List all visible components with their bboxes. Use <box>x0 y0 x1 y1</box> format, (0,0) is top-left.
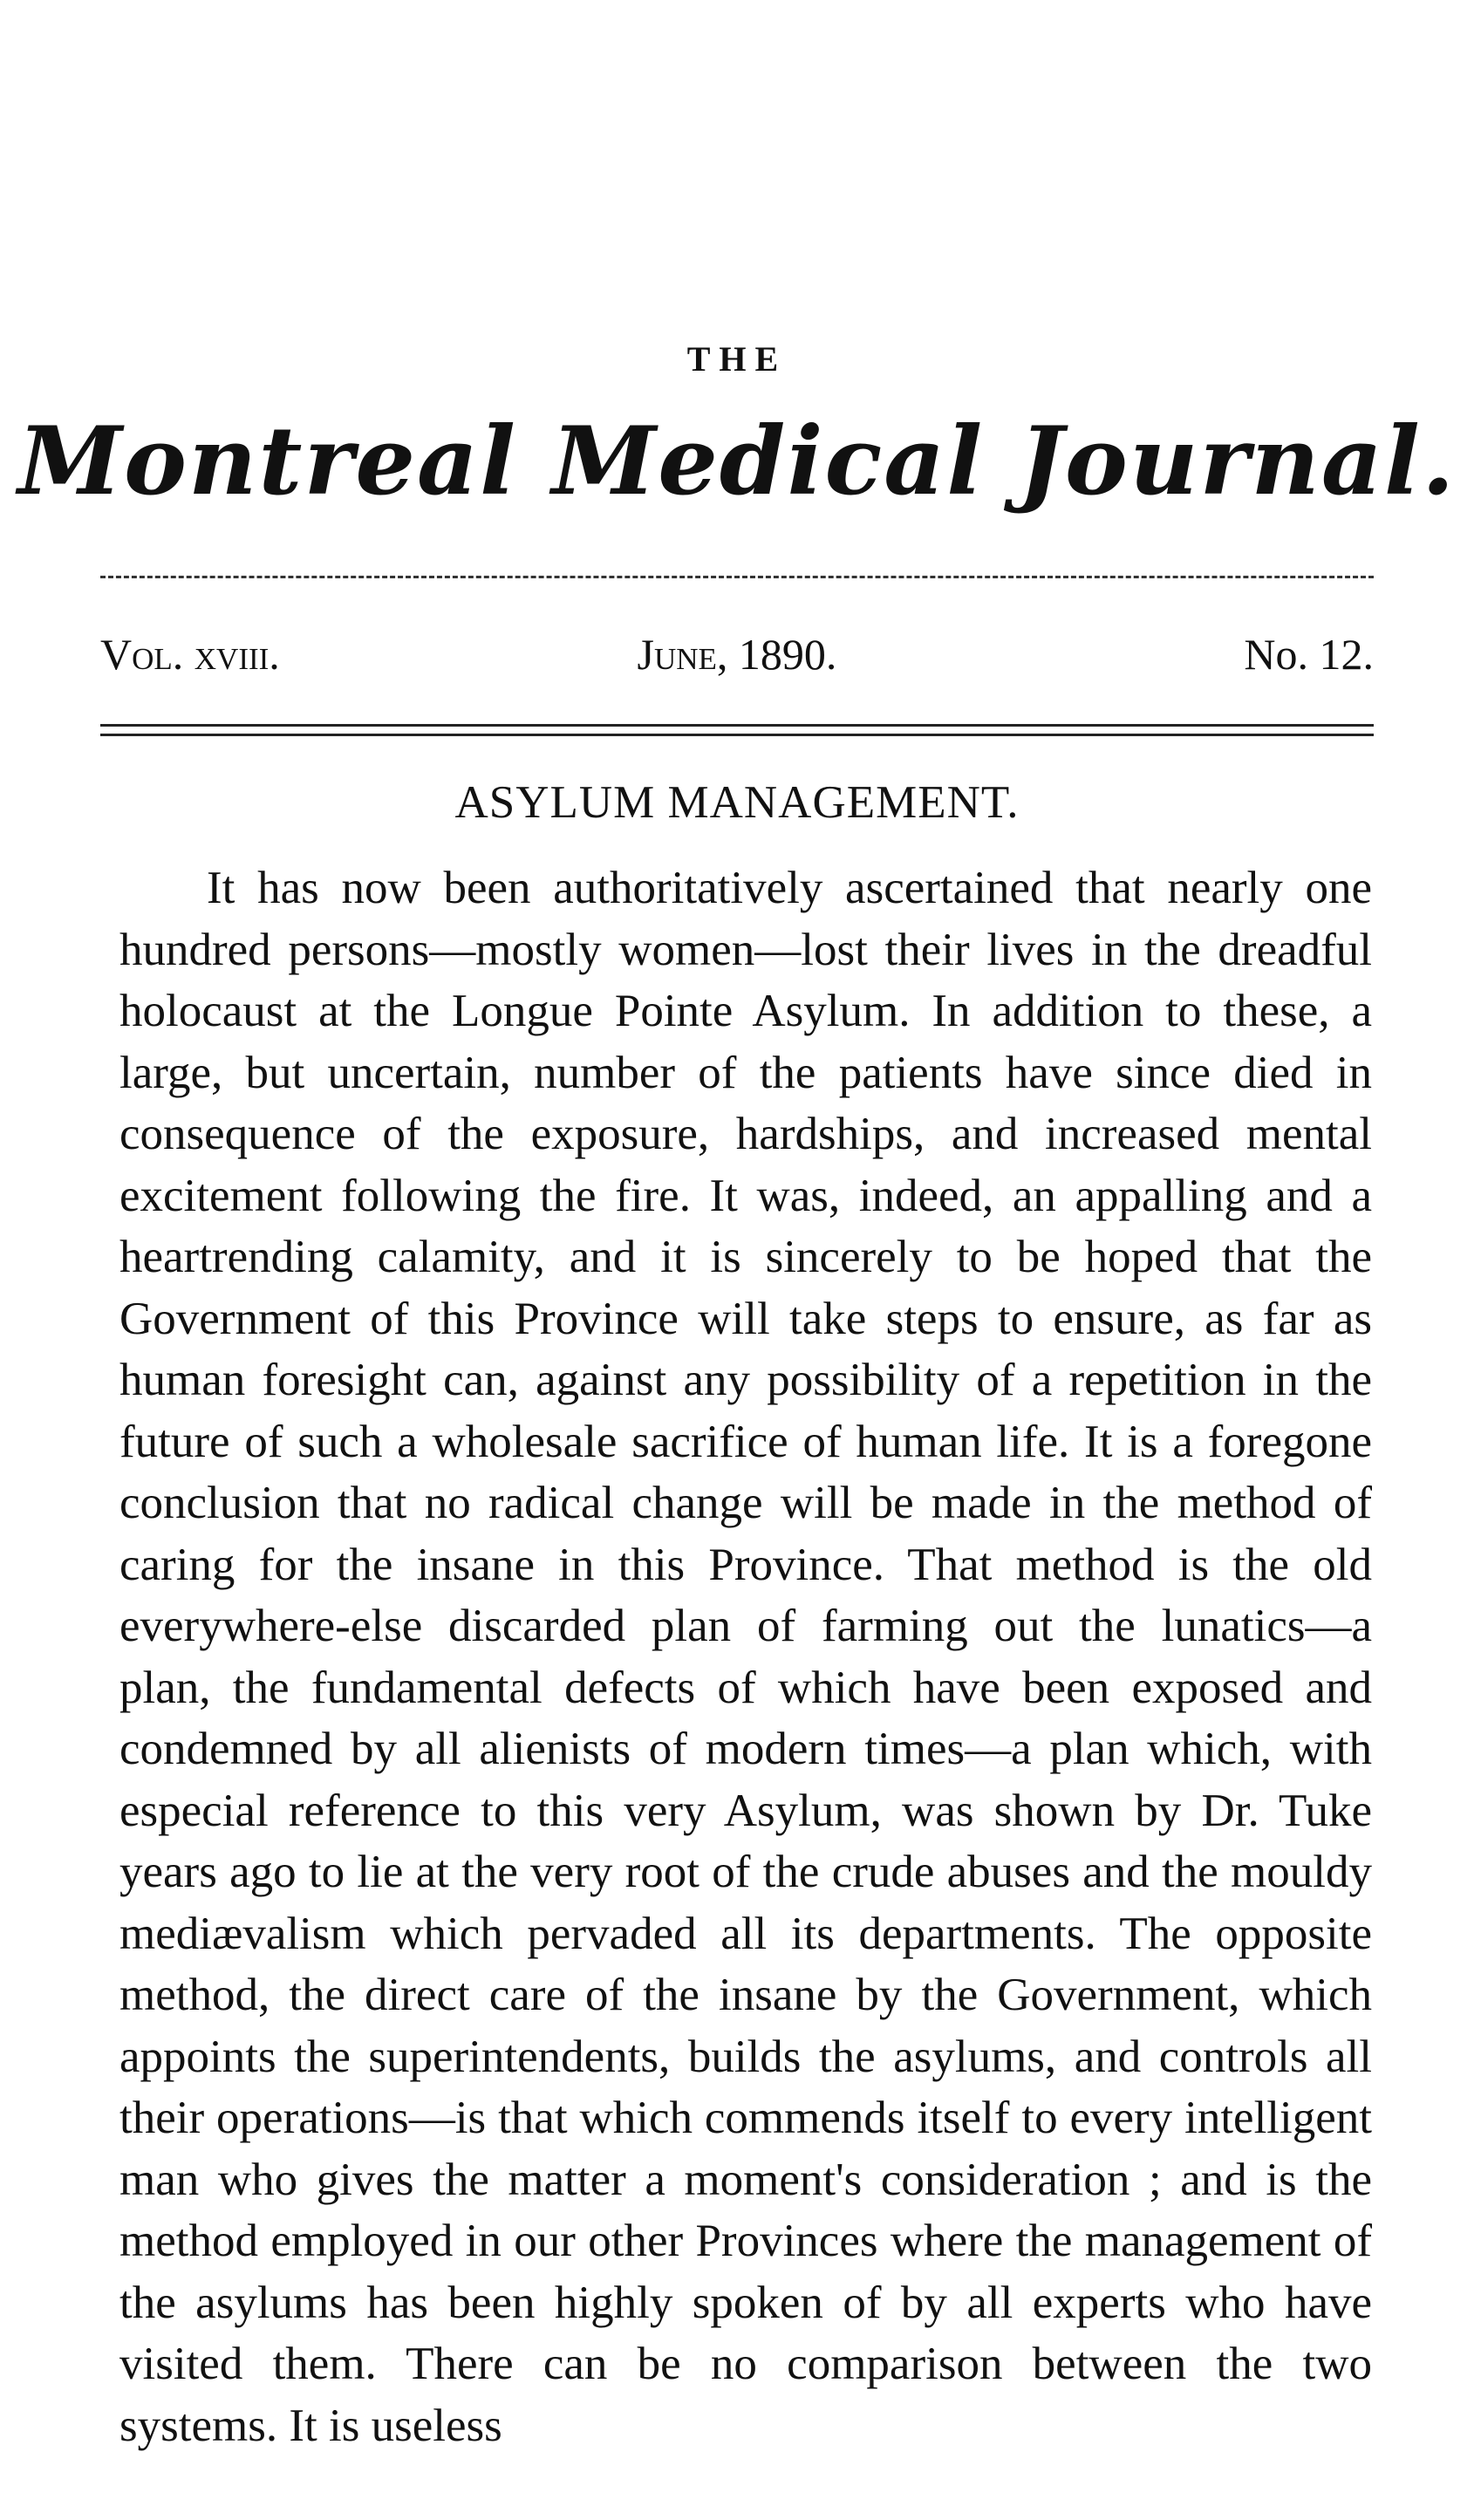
double-rule <box>100 724 1374 736</box>
volume-number: Vol. xviii. <box>100 630 280 679</box>
issue-line <box>100 628 1374 680</box>
issue-number: No. 12. <box>1244 630 1374 679</box>
the-label: THE <box>686 339 788 379</box>
journal-title: Montreal Medical Journal. <box>17 406 1457 516</box>
article-heading: ASYLUM MANAGEMENT. <box>454 777 1020 828</box>
issue-date: June, 1890. <box>637 630 837 679</box>
article-body: It has now been authoritatively ascertained that nearly one hundred persons—mostly women—lost their lives in the dreadful holocaust at the Longue Pointe Asylum. In addition to these, a large, but uncertain, number of the patients have since died in consequence of the exposure, hardships, and increased mental excitement following the fire. It was, indeed, an appalling and a heartrending calamity, and it is sincerely to be hoped that the Government of this Province will take steps to ensure, as far as human foresight can, against any possibility of a repetition in the future of such a wholesale sacrifice of human life. It is a foregone conclusion that no radical change will be made in the method of caring for the insane in this Province. That method is the old everywhere-else discarded plan of farming out the lunatics—a plan, the fundamental defects of which have been exposed and condemned by all alienists of modern times—a plan which, with especial reference to this very Asylum, was shown by Dr. Tuke years ago to lie at the very root of the crude abuses and the mouldy mediævalism which pervaded all its departments. The opposite method, the direct care of the insane by the Government, which appoints the superintendents, builds the asylums, and controls all their operations—is that which commends itself to every intelligent man who gives the matter a moment's consideration ; and is the method employed in our other Provinces where the management of the asylums has been highly spoken of by all experts who have visited them. There can be no comparison between the two systems. It is useless <box>119 863 1372 2451</box>
dashed-rule <box>100 576 1374 578</box>
